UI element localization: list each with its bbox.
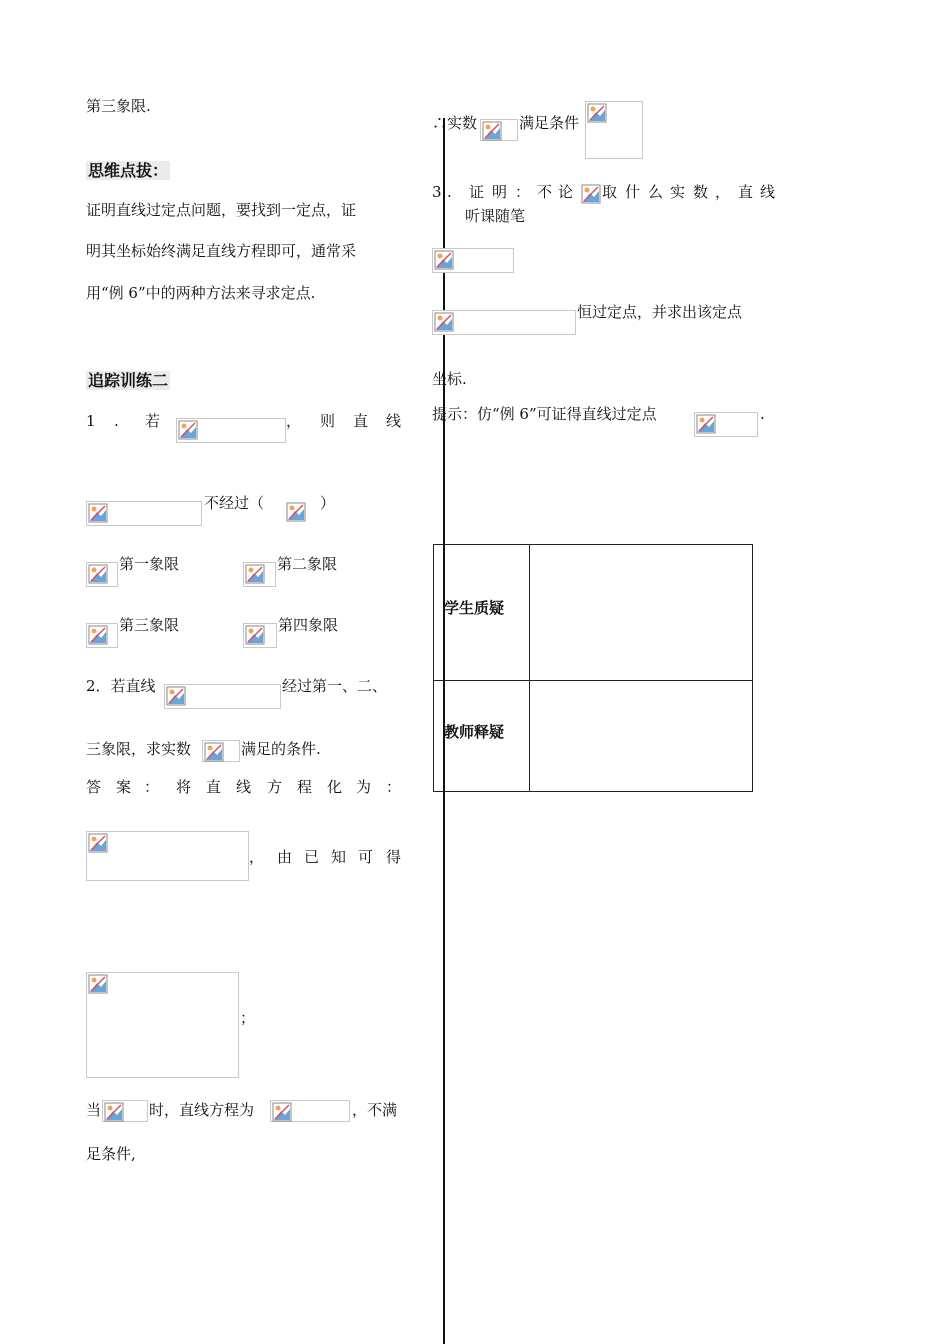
notes-label: 听课随笔	[465, 207, 526, 225]
answer-char: 将	[176, 778, 192, 796]
q3-dot: .	[447, 183, 452, 201]
option-a: 第一象限	[119, 555, 180, 573]
formula-image	[694, 412, 758, 437]
text-char: 当	[86, 1101, 102, 1119]
text-line: 坐标.	[432, 370, 467, 388]
q3-char: 证	[469, 183, 485, 201]
broken-image-icon	[434, 250, 454, 270]
section-heading: 思维点拔：	[88, 161, 169, 180]
option-d: 第四象限	[278, 616, 339, 634]
q1-text: 直	[353, 412, 369, 430]
broken-image-icon	[166, 686, 186, 706]
text-char: 可	[358, 848, 374, 866]
broken-image-icon	[581, 184, 601, 204]
formula-image	[86, 831, 249, 881]
q1-text: 则	[320, 412, 336, 430]
broken-image-icon	[88, 833, 108, 853]
option-a-label-image	[86, 562, 118, 587]
formula-image	[432, 310, 576, 335]
broken-image-icon	[286, 502, 306, 522]
formula-image	[285, 501, 309, 525]
text-line: 满足条件	[519, 114, 580, 132]
q3-char: 论	[558, 183, 574, 201]
q3-char: 取	[602, 183, 618, 201]
broken-image-icon	[245, 625, 265, 645]
q1-dot: .	[114, 412, 119, 430]
text-char: ，	[249, 848, 265, 866]
formula-image	[585, 101, 643, 159]
table-column-line	[529, 545, 530, 791]
table-row-line	[434, 680, 752, 681]
option-b: 第二象限	[277, 555, 338, 573]
formula-image	[164, 684, 281, 709]
formula-image	[480, 119, 518, 141]
broken-image-icon	[104, 1102, 124, 1122]
broken-image-icon	[88, 974, 108, 994]
formula-image	[270, 1100, 350, 1122]
qa-table	[433, 544, 753, 792]
broken-image-icon	[88, 564, 108, 584]
text-line: 证明直线过定点问题，要找到一定点，证	[86, 201, 357, 219]
text-line: 时，直线方程为	[149, 1101, 255, 1119]
hint-text: 提示：仿“例 6”可证得直线过定点	[432, 405, 657, 423]
q2-text: 2．若直线	[86, 677, 156, 695]
q3-char: 直	[738, 183, 754, 201]
q3-char: 什	[625, 183, 641, 201]
formula-image	[86, 501, 202, 526]
q3-number: 3	[432, 183, 442, 201]
q1-text: 不经过（	[204, 494, 265, 512]
hint-end: .	[760, 405, 765, 423]
q1-text: 若	[145, 412, 161, 430]
formula-image	[202, 740, 240, 762]
text-line: 足条件,	[86, 1145, 136, 1163]
text-char: 知	[331, 848, 347, 866]
text-line: 恒过定点，并求出该定点	[577, 303, 743, 321]
text-line: 第三象限.	[86, 97, 151, 115]
q3-char: 不	[537, 183, 553, 201]
answer-char: 答	[86, 778, 102, 796]
formula-image	[432, 248, 514, 273]
section-heading: 追踪训练二	[88, 371, 169, 390]
text-line: ，不满	[352, 1101, 398, 1119]
text-char: 已	[304, 848, 320, 866]
text-line: 明其坐标始终满足直线方程即可，通常采	[86, 242, 357, 260]
answer-char: 案	[116, 778, 132, 796]
answer-char: 为	[356, 778, 372, 796]
option-c: 第三象限	[119, 616, 180, 634]
option-c-label-image	[86, 623, 118, 648]
text-char: 由	[277, 848, 293, 866]
formula-image	[176, 418, 286, 443]
answer-char: 线	[236, 778, 252, 796]
answer-char: 方	[267, 778, 283, 796]
answer-char: 程	[297, 778, 313, 796]
formula-image	[580, 183, 602, 202]
broken-image-icon	[88, 503, 108, 523]
broken-image-icon	[482, 121, 502, 141]
text-line: 用“例 6”中的两种方法来寻求定点.	[86, 284, 316, 302]
option-b-label-image	[243, 562, 276, 587]
q1-number: 1	[86, 412, 96, 430]
q3-char: ，	[715, 183, 731, 201]
q2-text: 经过第一、二、	[282, 677, 388, 695]
q3-char: ：	[515, 183, 531, 201]
semicolon: ；	[240, 1009, 256, 1027]
broken-image-icon	[204, 742, 224, 762]
q1-comma: ，	[286, 412, 302, 430]
broken-image-icon	[434, 312, 454, 332]
q3-char: 实	[670, 183, 686, 201]
broken-image-icon	[88, 625, 108, 645]
answer-char: 化	[327, 778, 343, 796]
formula-image	[102, 1100, 148, 1122]
broken-image-icon	[245, 564, 265, 584]
broken-image-icon	[178, 420, 198, 440]
q1-close: ）	[320, 494, 336, 512]
q2-text: 满足的条件.	[241, 740, 321, 758]
broken-image-icon	[587, 103, 607, 123]
q2-text: 三象限，求实数	[86, 740, 192, 758]
broken-image-icon	[696, 414, 716, 434]
q3-char: 线	[760, 183, 776, 201]
formula-image	[86, 972, 239, 1078]
answer-char: ：	[386, 778, 402, 796]
option-d-label-image	[243, 623, 277, 648]
broken-image-icon	[272, 1102, 292, 1122]
q1-text: 线	[386, 412, 402, 430]
answer-char: ：	[144, 778, 160, 796]
text-char: 得	[386, 848, 402, 866]
q3-char: 明	[492, 183, 508, 201]
q3-char: 么	[648, 183, 664, 201]
q3-char: 数	[693, 183, 709, 201]
table-label-student-questions: 学生质疑	[444, 599, 505, 617]
table-label-teacher-answers: 教师释疑	[444, 723, 505, 741]
answer-char: 直	[206, 778, 222, 796]
text-line: ∴实数	[432, 114, 478, 132]
